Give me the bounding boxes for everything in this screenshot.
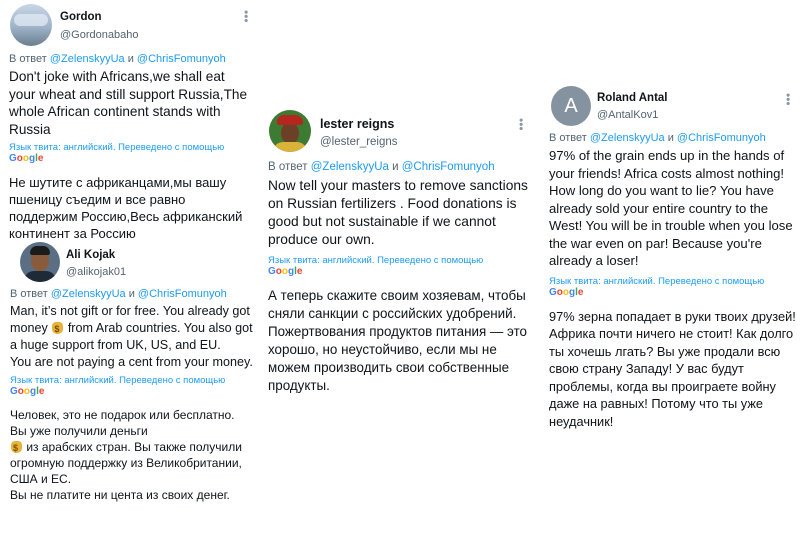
author-name[interactable]: Gordon — [60, 11, 102, 23]
avatar-roland-antal[interactable] — [551, 86, 591, 126]
more-vertical-icon[interactable]: ••• — [239, 10, 253, 23]
more-vertical-icon[interactable]: ••• — [781, 93, 795, 106]
avatar-ali-kojak[interactable] — [20, 242, 60, 282]
translated-text: 97% зерна попадает в руки твоих друзей! Африка почти ничего не стоит! Как долго ты хочешь лгать? Вы уже продали всю свою страну Западу! У вас будут проблемы, когда вы проиграете войну даже на равных! Потому что ты уже неудачник! — [549, 308, 796, 429]
reply-prefix: В ответ — [549, 132, 587, 144]
translated-text-part: из арабских стран. Вы также получили огромную поддержку из Великобритании, США и ЕС. Вы не платите ни цента из своих денег. — [10, 440, 242, 502]
money-bag-icon — [11, 441, 22, 453]
tweet-text: Now tell your masters to remove sanctions on Russian fertilizers . Food donations is good but not sustainable if we cannot produce our own. — [268, 178, 528, 247]
mention-link[interactable]: @ZelenskyyUa — [50, 288, 126, 300]
avatar-shirt-icon — [24, 271, 56, 282]
translation-note[interactable]: Язык твита: английский. Переведено с помощью — [10, 375, 226, 386]
tweet-roland-antal[interactable] — [538, 80, 800, 533]
more-vertical-icon[interactable]: ••• — [514, 118, 528, 131]
tweet-text-part: Man, it’s not gift or for free. You already got money — [10, 304, 250, 335]
avatar-sky-icon — [14, 14, 48, 26]
author-name[interactable]: Ali Kojak — [66, 249, 116, 261]
tweet-text — [10, 303, 254, 371]
reply-line — [268, 161, 532, 173]
mention-link[interactable]: @ZelenskyyUa — [49, 53, 125, 65]
avatar-face-icon — [281, 122, 299, 144]
author-name[interactable]: Roland Antal — [597, 92, 668, 104]
avatar-gordon[interactable] — [10, 4, 52, 46]
tweet-text: 97% of the grain ends up in the hands of your friends! Africa costs almost nothing! How long do you want to lie? You have already sold your entire country to the West! You will be in trouble when you lose the war even on par! Because you're already a loser! — [549, 148, 793, 268]
tweet-text: Don't joke with Africans,we shall eat your wheat and still support Russia,The whole African continent stands with Russia — [9, 69, 248, 137]
avatar-lester-reigns[interactable] — [269, 110, 311, 152]
reply-line — [9, 53, 251, 65]
avatar-hair-icon — [30, 246, 50, 255]
reply-prefix: В ответ — [9, 53, 47, 65]
mention-link[interactable]: @ChrisFomunyoh — [401, 161, 495, 173]
reply-prefix: В ответ — [268, 161, 308, 173]
tweet-lester-reigns[interactable] — [260, 100, 532, 533]
reply-and: и — [667, 132, 674, 144]
google-logo: Google — [268, 266, 303, 277]
author-name[interactable]: lester reigns — [320, 117, 395, 131]
translated-text — [10, 407, 254, 503]
tweet-ali-kojak[interactable] — [10, 238, 258, 533]
reply-line — [10, 288, 254, 300]
money-bag-icon — [52, 322, 63, 334]
avatar-shirt-icon — [273, 142, 307, 152]
avatar-beret-icon — [277, 115, 303, 125]
translation-note[interactable]: Язык твита: английский. Переведено с помощью — [549, 275, 765, 287]
translated-text: А теперь скажите своим хозяевам, чтобы сняли санкции с российских удобрений. Пожертвования продуктов питания — это хорошо, но неустойчиво, если мы не можем производить свои собственные продукты. — [268, 288, 527, 393]
mention-link[interactable]: @ChrisFomunyoh — [136, 53, 226, 65]
google-logo: Google — [10, 386, 45, 397]
avatar-letter: A — [564, 95, 578, 117]
tweet-text-part: from Arab countries. You also got a huge support from UK, US, and EU. You are not paying a cent from your money. — [10, 321, 253, 369]
mention-link[interactable]: @ChrisFomunyoh — [137, 288, 227, 300]
tweet-gordon[interactable] — [0, 0, 258, 533]
translation-note[interactable]: Язык твита: английский. Переведено с помощью — [268, 255, 484, 266]
author-handle[interactable]: @lester_reigns — [320, 136, 398, 148]
mention-link[interactable]: @ZelenskyyUa — [589, 132, 665, 144]
translation-note[interactable]: Язык твита: английский. Переведено с помощью — [9, 142, 225, 153]
reply-line — [549, 132, 800, 144]
reply-and: и — [127, 53, 134, 65]
google-logo: Google — [549, 286, 584, 298]
author-handle[interactable]: @alikojak01 — [66, 266, 127, 278]
google-logo: Google — [9, 153, 44, 164]
mention-link[interactable]: @ChrisFomunyoh — [676, 132, 766, 144]
translated-text-part: Человек, это не подарок или бесплатно. Вы уже получили деньги — [10, 408, 235, 438]
author-handle[interactable]: @AntalKov1 — [597, 109, 659, 121]
reply-prefix: В ответ — [10, 288, 48, 300]
author-handle[interactable]: @Gordonabaho — [60, 29, 139, 41]
reply-and: и — [392, 161, 399, 173]
reply-and: и — [128, 288, 135, 300]
translated-text: Не шутите с африканцами,мы вашу пшеницу съедим и все равно поддержим Россию,Весь африканский континент за Россию — [9, 175, 243, 241]
mention-link[interactable]: @ZelenskyyUa — [310, 161, 389, 173]
